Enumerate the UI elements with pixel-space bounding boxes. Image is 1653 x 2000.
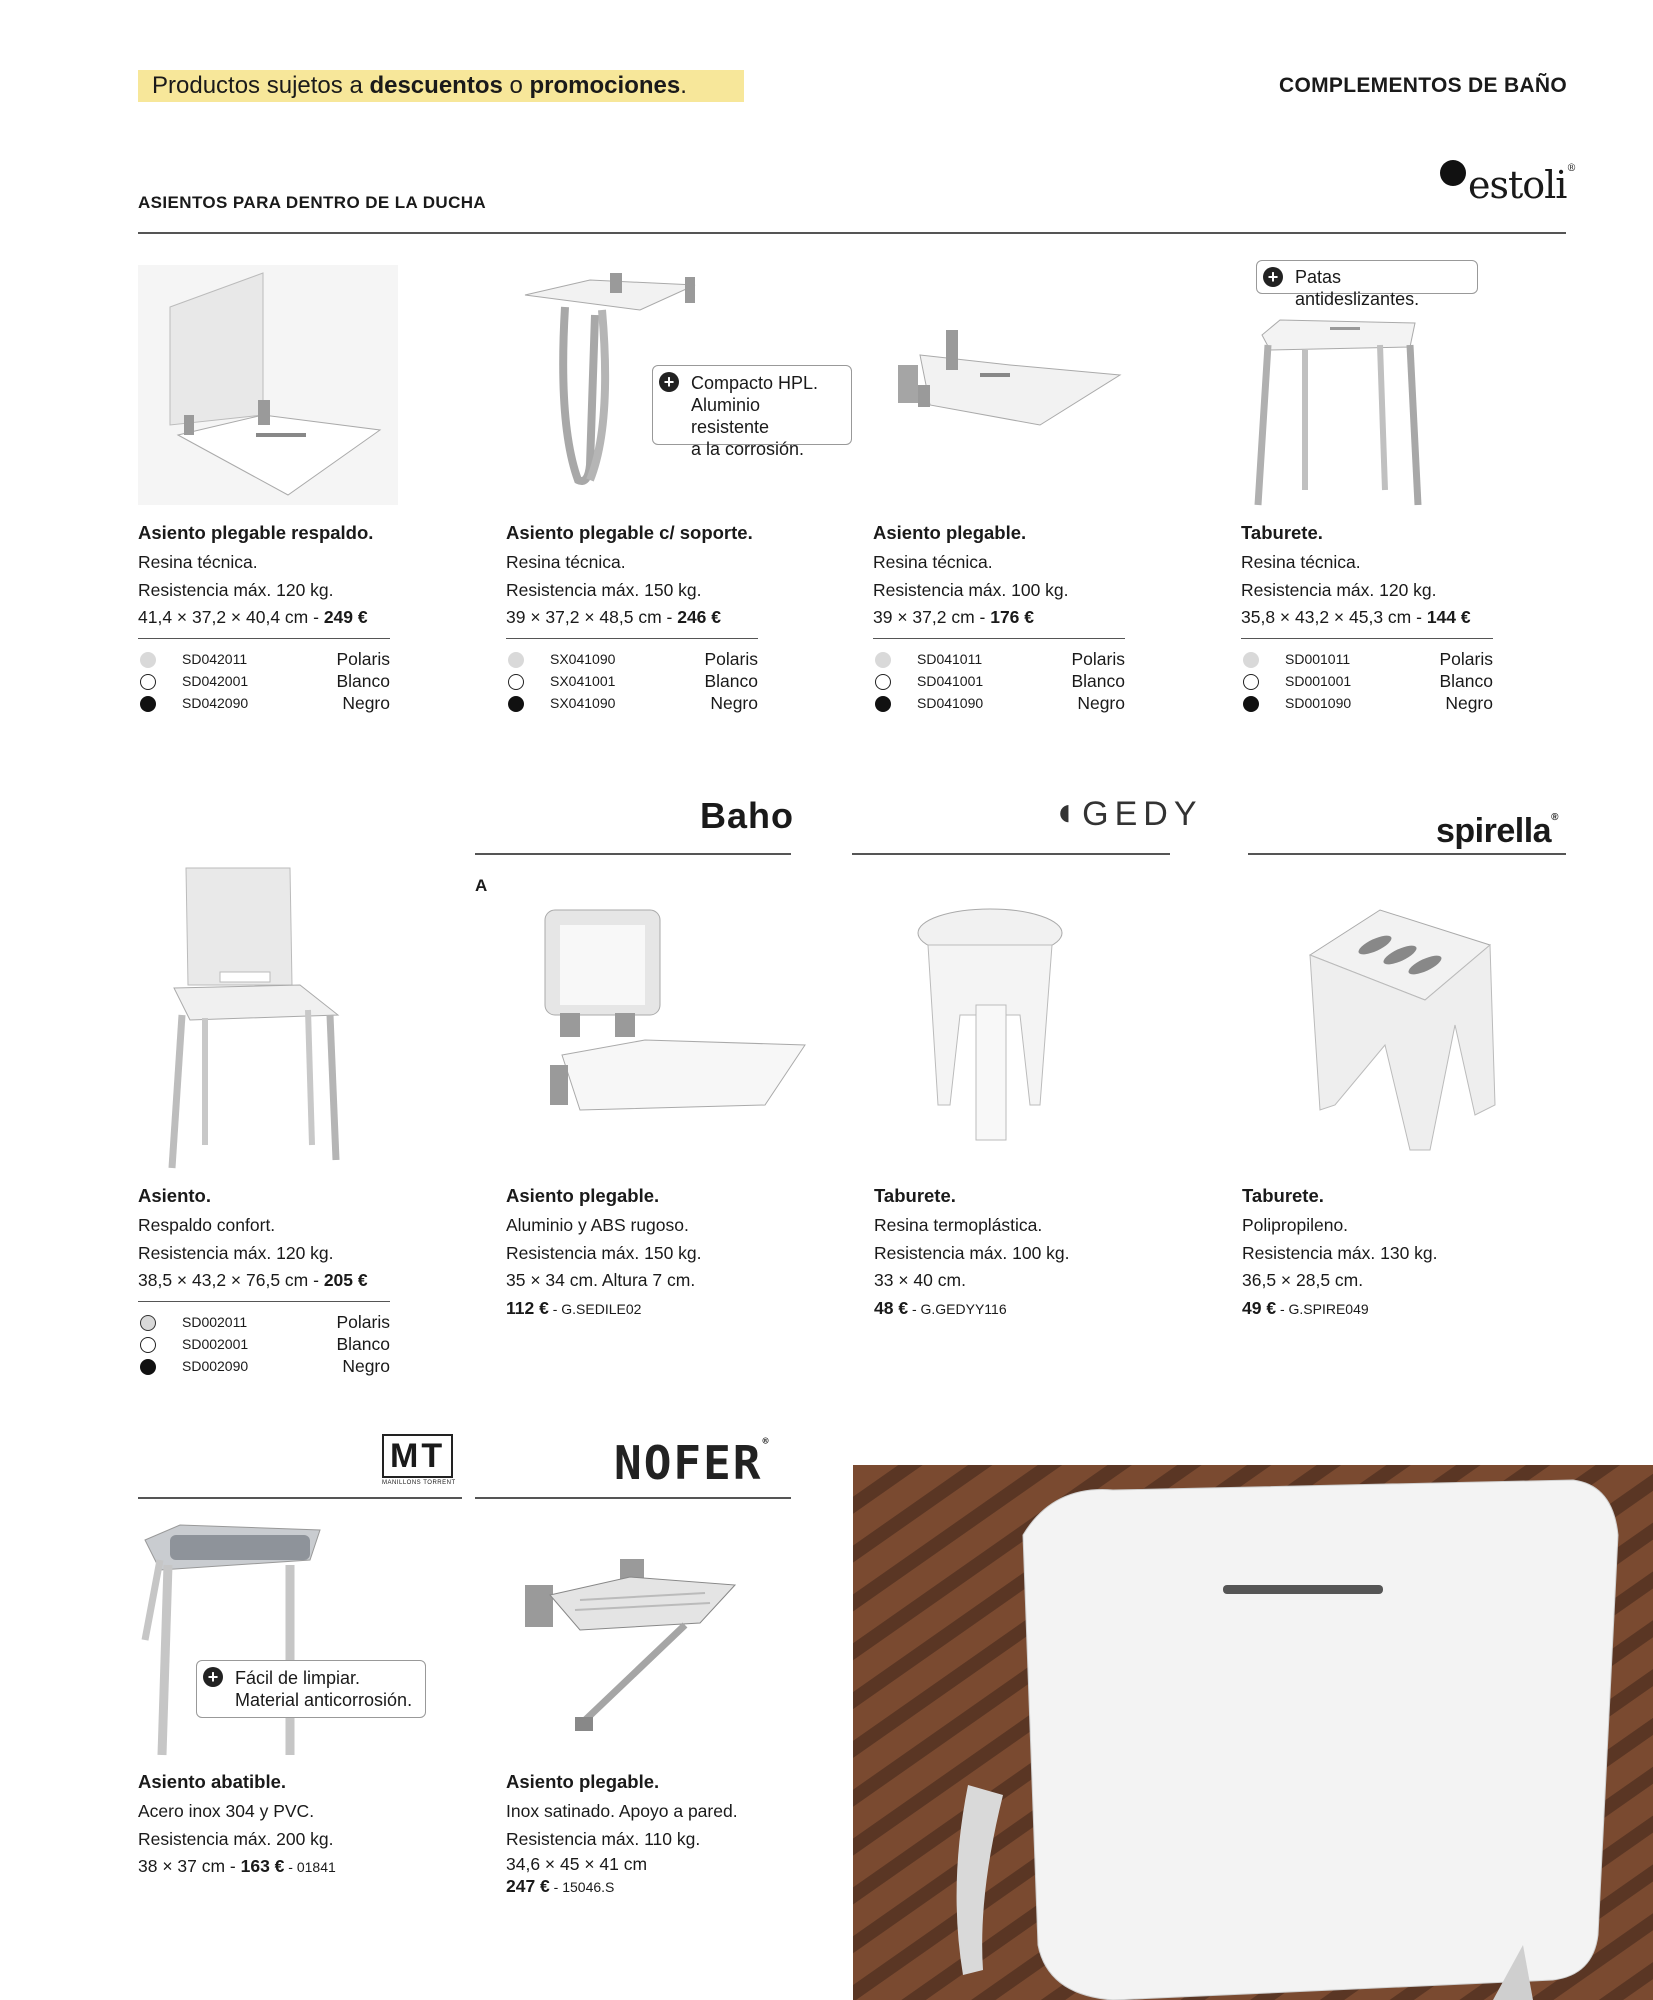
product-ref: - G.SEDILE02 — [548, 1300, 642, 1317]
swatch-negro — [508, 696, 524, 712]
product-card — [506, 522, 776, 715]
product-name: Asiento plegable. — [873, 522, 1027, 543]
variant-list — [138, 1312, 390, 1378]
product-price: 176 € — [990, 607, 1035, 627]
swatch-blanco — [875, 674, 891, 690]
variant-code: SD001011 — [1285, 651, 1351, 667]
variant-code: SD042001 — [182, 673, 249, 689]
product-image-asiento-plegable-resina — [890, 325, 1130, 435]
promo-bold-promociones: promociones — [529, 72, 681, 99]
product-resistance: Resistencia máx. 120 kg. — [138, 1242, 334, 1263]
variant-row — [873, 649, 1125, 671]
product-dimensions: 41,4 × 37,2 × 40,4 cm - — [138, 607, 324, 627]
variant-list — [1241, 649, 1493, 715]
product-card — [874, 1185, 1144, 1323]
swatch-negro — [140, 1359, 156, 1375]
product-price: 249 € — [323, 607, 368, 627]
variant-code: SX041001 — [550, 673, 616, 689]
product-price: 49 € — [1242, 1297, 1277, 1318]
product-price: 144 € — [1426, 607, 1471, 627]
promo-bold-descuentos: descuentos — [369, 72, 503, 99]
callout-patas — [1256, 260, 1478, 309]
swatch-polaris — [508, 652, 524, 668]
product-material: Polipropileno. — [1242, 1215, 1349, 1235]
product-dimensions: 36,5 × 28,5 cm. — [1242, 1270, 1364, 1290]
product-price: 163 € — [240, 1856, 285, 1876]
label-a: A — [475, 876, 488, 895]
variant-row — [873, 671, 1125, 693]
variant-code: SD001001 — [1285, 673, 1352, 689]
product-price: 205 € — [323, 1270, 368, 1290]
swatch-negro — [875, 696, 891, 712]
variant-list — [506, 649, 758, 715]
variant-code: SD041001 — [917, 673, 984, 689]
swatch-blanco — [508, 674, 524, 690]
callout-line: Material anticorrosión. — [235, 1690, 413, 1710]
product-image-asiento-plegable-inox — [520, 1555, 740, 1735]
callout-line: Compacto HPL. — [691, 373, 819, 393]
product-card — [506, 1771, 776, 1898]
brand-divider — [852, 853, 1170, 855]
baho-logo: Baho — [700, 795, 794, 836]
swatch-negro — [140, 696, 156, 712]
product-resistance: Resistencia máx. 150 kg. — [506, 1242, 702, 1263]
product-name: Asiento plegable. — [506, 1771, 660, 1792]
product-resistance: Resistencia máx. 200 kg. — [138, 1828, 334, 1849]
product-resistance: Resistencia máx. 100 kg. — [874, 1242, 1070, 1263]
product-price: 48 € — [874, 1297, 909, 1318]
nofer-logo: NOFER® — [614, 1436, 771, 1490]
product-divider — [1241, 638, 1493, 640]
swatch-polaris — [140, 1315, 156, 1331]
gedy-swoosh-icon: ◖ — [1052, 790, 1083, 834]
product-image-asiento-abatible — [140, 1520, 330, 1765]
variant-color: Blanco — [336, 1334, 390, 1354]
gedy-logo-text: GEDY — [1082, 795, 1203, 833]
product-name: Taburete. — [1242, 1185, 1324, 1206]
variant-code: SD002001 — [182, 1336, 249, 1352]
callout-facil-limpiar — [196, 1660, 426, 1718]
variant-row — [138, 1312, 390, 1334]
subsection-title: ASIENTOS PARA DENTRO DE LA DUCHA — [138, 193, 487, 212]
product-divider — [138, 638, 390, 640]
variant-color: Negro — [342, 693, 390, 713]
product-ref: - 01841 — [284, 1859, 336, 1875]
variant-color: Blanco — [1439, 671, 1493, 691]
callout-compacto-hpl — [652, 365, 852, 459]
mt-logo: MT — [382, 1434, 453, 1478]
variant-code: SD001090 — [1285, 695, 1352, 711]
product-image-asiento-respaldo-confort — [160, 860, 350, 1175]
product-divider — [138, 1301, 390, 1303]
variant-row — [138, 693, 390, 715]
variant-row — [138, 671, 390, 693]
nofer-logo-text: NOFER — [614, 1436, 763, 1490]
product-resistance: Resistencia máx. 100 kg. — [873, 579, 1069, 600]
product-image-asiento-plegable-abs — [530, 905, 810, 1135]
variant-row — [1241, 649, 1493, 671]
variant-row — [506, 671, 758, 693]
product-name: Asiento abatible. — [138, 1771, 287, 1792]
product-material: Resina termoplástica. — [874, 1215, 1043, 1235]
variant-row — [1241, 693, 1493, 715]
promo-text-post: . — [680, 72, 687, 99]
product-resistance: Resistencia máx. 120 kg. — [138, 579, 334, 600]
variant-row — [138, 1334, 390, 1356]
promo-banner — [138, 70, 744, 102]
promo-text-mid: o — [502, 72, 530, 99]
estoli-logo-text: estoli — [1468, 163, 1567, 207]
product-card — [138, 1185, 408, 1378]
variant-row — [1241, 671, 1493, 693]
brand-divider — [475, 1497, 791, 1499]
product-card — [138, 522, 408, 715]
plus-icon: + — [1263, 267, 1283, 287]
product-dimensions: 35 × 34 cm. Altura 7 cm. — [506, 1270, 696, 1290]
product-card — [138, 1771, 408, 1882]
variant-code: SD041090 — [917, 695, 984, 711]
plus-icon: + — [659, 372, 679, 392]
callout-line: Aluminio resistente — [691, 395, 770, 437]
spirella-logo-text: spirella — [1436, 812, 1552, 850]
callout-line: Patas antideslizantes. — [1295, 267, 1420, 309]
swatch-blanco — [140, 1337, 156, 1353]
product-dimensions: 33 × 40 cm. — [874, 1270, 966, 1290]
variant-color: Negro — [1445, 693, 1493, 713]
variant-color: Negro — [1077, 693, 1125, 713]
variant-color: Polaris — [1071, 649, 1125, 669]
variant-color: Polaris — [336, 649, 390, 669]
product-image-taburete-resina — [1250, 315, 1430, 510]
swatch-negro — [1243, 696, 1259, 712]
brand-divider — [138, 1497, 462, 1499]
product-divider — [873, 638, 1125, 640]
spirella-logo: spirella® — [1436, 812, 1558, 850]
product-dimensions: 38,5 × 43,2 × 76,5 cm - — [138, 1270, 324, 1290]
variant-code: SD042090 — [182, 695, 249, 711]
product-dimensions: 34,6 × 45 × 41 cm — [506, 1854, 648, 1874]
swatch-blanco — [1243, 674, 1259, 690]
product-card — [506, 1185, 776, 1323]
variant-code: SD002090 — [182, 1358, 249, 1374]
product-dimensions: 39 × 37,2 × 48,5 cm - — [506, 607, 678, 627]
variant-row — [506, 693, 758, 715]
product-ref: - G.SPIRE049 — [1276, 1300, 1369, 1317]
product-dimensions: 35,8 × 43,2 × 45,3 cm - — [1241, 607, 1427, 627]
product-material: Respaldo confort. — [138, 1215, 276, 1235]
variant-code: SD041011 — [917, 651, 983, 667]
variant-color: Blanco — [704, 671, 758, 691]
swatch-polaris — [875, 652, 891, 668]
product-card — [1242, 1185, 1512, 1323]
product-image-taburete-spirella — [1290, 905, 1500, 1160]
product-image-taburete-gedy — [910, 905, 1070, 1145]
product-material: Resina técnica. — [506, 552, 626, 572]
product-name: Asiento. — [138, 1185, 211, 1206]
product-price: 246 € — [677, 607, 722, 627]
product-material: Acero inox 304 y PVC. — [138, 1801, 315, 1821]
product-dimensions: 39 × 37,2 cm - — [873, 607, 991, 627]
brand-divider — [475, 853, 791, 855]
variant-code: SD002011 — [182, 1314, 248, 1330]
variant-color: Negro — [710, 693, 758, 713]
estoli-logo: estoli® — [1440, 163, 1575, 207]
variant-list — [873, 649, 1125, 715]
variant-row — [138, 1356, 390, 1378]
estoli-mark-icon — [1440, 160, 1466, 186]
product-material: Inox satinado. Apoyo a pared. — [506, 1801, 738, 1821]
promo-text-pre: Productos sujetos a — [152, 72, 370, 99]
swatch-polaris — [1243, 652, 1259, 668]
swatch-polaris — [140, 652, 156, 668]
product-name: Asiento plegable. — [506, 1185, 660, 1206]
variant-code: SX041090 — [550, 695, 616, 711]
variant-color: Polaris — [704, 649, 758, 669]
variant-color: Blanco — [336, 671, 390, 691]
variant-row — [873, 693, 1125, 715]
mt-logo-subtitle: MANILLONS TORRENT — [382, 1480, 456, 1486]
variant-row — [506, 649, 758, 671]
variant-list — [138, 649, 390, 715]
product-card — [873, 522, 1143, 715]
product-name: Taburete. — [874, 1185, 956, 1206]
variant-code: SD042011 — [182, 651, 248, 667]
product-name: Taburete. — [1241, 522, 1323, 543]
product-ref: - 15046.S — [549, 1879, 615, 1895]
product-name: Asiento plegable respaldo. — [138, 522, 374, 543]
variant-row — [138, 649, 390, 671]
variant-color: Blanco — [1071, 671, 1125, 691]
product-image-asiento-respaldo — [138, 265, 398, 505]
product-dimensions: 38 × 37 cm - — [138, 1856, 241, 1876]
plus-icon: + — [203, 1667, 223, 1687]
product-ref: - G.GEDYY116 — [908, 1300, 1007, 1317]
section-divider — [138, 232, 1566, 234]
product-material: Aluminio y ABS rugoso. — [506, 1215, 689, 1235]
variant-color: Negro — [342, 1356, 390, 1376]
product-resistance: Resistencia máx. 110 kg. — [506, 1828, 701, 1849]
product-resistance: Resistencia máx. 150 kg. — [506, 579, 702, 600]
variant-code: SX041090 — [550, 651, 616, 667]
product-name: Asiento plegable c/ soporte. — [506, 522, 753, 543]
product-material: Resina técnica. — [138, 552, 258, 572]
section-header: COMPLEMENTOS DE BAÑO — [1279, 74, 1567, 97]
callout-line: Fácil de limpiar. — [235, 1668, 361, 1688]
callout-line: a la corrosión. — [691, 439, 805, 459]
variant-color: Polaris — [336, 1312, 390, 1332]
product-price: 112 € — [506, 1297, 549, 1318]
product-resistance: Resistencia máx. 120 kg. — [1241, 579, 1437, 600]
swatch-blanco — [140, 674, 156, 690]
gedy-logo — [1052, 790, 1203, 835]
product-material: Resina técnica. — [1241, 552, 1361, 572]
product-price: 247 € — [506, 1876, 550, 1896]
brand-divider — [1248, 853, 1566, 855]
product-divider — [506, 638, 758, 640]
variant-color: Polaris — [1439, 649, 1493, 669]
product-card — [1241, 522, 1511, 715]
product-resistance: Resistencia máx. 130 kg. — [1242, 1242, 1438, 1263]
product-material: Resina técnica. — [873, 552, 993, 572]
lifestyle-photo-taburete — [853, 1465, 1653, 2000]
